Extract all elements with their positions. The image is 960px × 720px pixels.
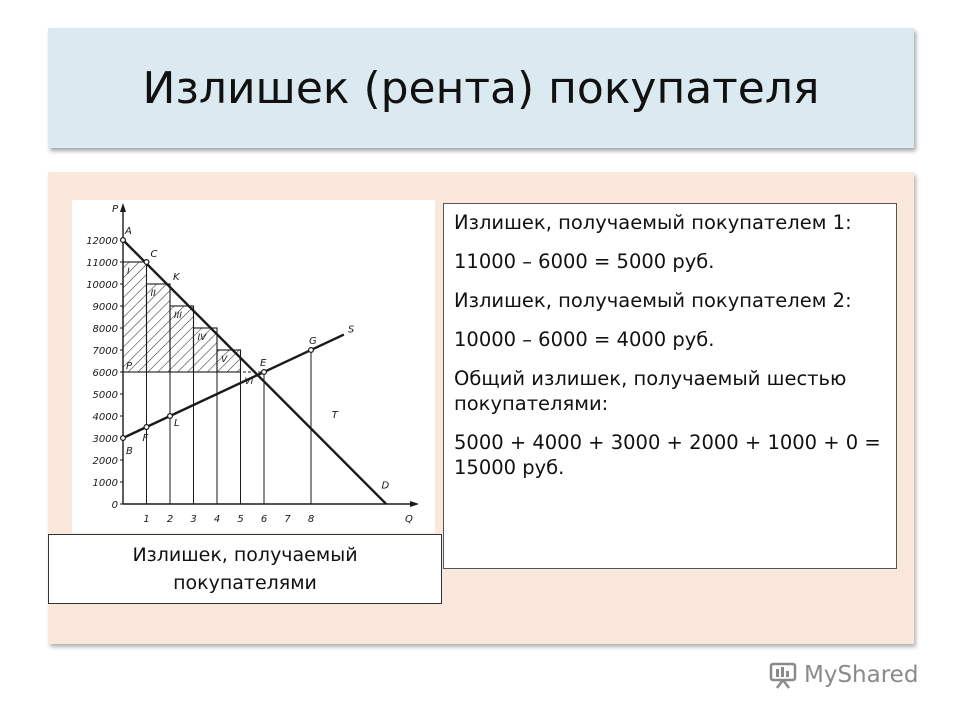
- x-axis-arrow: [410, 501, 419, 507]
- surplus-area-label: I: [127, 267, 130, 277]
- point-label-d: D: [381, 480, 390, 492]
- point-label-a: A: [125, 226, 132, 237]
- watermark[interactable]: [768, 655, 918, 695]
- y-tick-label: 7000: [92, 346, 118, 357]
- surplus-area: [123, 262, 147, 372]
- point-label-k: K: [173, 272, 180, 283]
- y-tick-label: 9000: [92, 302, 118, 313]
- x-tick-label: 2: [166, 514, 174, 525]
- y-axis-arrow: [120, 203, 126, 212]
- x-axis-label: Q: [405, 514, 413, 525]
- data-point: [121, 436, 126, 441]
- myshared-logo-icon: [768, 660, 798, 690]
- x-tick-label: 5: [237, 514, 244, 525]
- point-label-f: F: [142, 433, 149, 444]
- x-tick-label: 6: [260, 514, 268, 525]
- x-tick-label: 3: [190, 514, 197, 525]
- point-label-s: S: [347, 324, 355, 336]
- y-tick-label: 6000: [92, 368, 118, 379]
- explanation-box: [443, 203, 897, 569]
- y-tick-label: 1000: [92, 478, 118, 489]
- watermark-text: MyShared: [804, 662, 919, 688]
- surplus-chart: [72, 200, 435, 533]
- surplus-areas: [123, 262, 254, 387]
- y-tick-label: 3000: [92, 434, 118, 445]
- data-point: [144, 260, 149, 265]
- x-tick-label: 8: [307, 514, 315, 525]
- text-line: 5000 + 4000 + 3000 + 2000 + 1000 + 0 = 15000 руб.: [454, 431, 881, 479]
- data-point: [168, 414, 173, 419]
- surplus-area-label: IV: [197, 333, 207, 343]
- x-tick-label: 7: [284, 514, 291, 525]
- y-tick-label: 4000: [92, 412, 118, 423]
- data-point: [309, 348, 314, 353]
- y-axis-label: P: [112, 204, 119, 215]
- page-title: Излишек (рента) покупателя: [142, 62, 820, 114]
- text-line: Общий излишек, получаемый шестью покупателями:: [454, 367, 847, 415]
- surplus-area-label: V: [221, 355, 228, 365]
- point-label-l: L: [174, 418, 180, 429]
- x-tick-label: 4: [213, 514, 221, 525]
- surplus-area-label: VI: [244, 377, 254, 387]
- text-line: Излишек, получаемый покупателем 2:: [454, 289, 852, 312]
- x-tick-label: 1: [143, 514, 150, 525]
- data-point: [262, 370, 267, 375]
- caption-box: [48, 534, 442, 604]
- text-line: 11000 – 6000 = 5000 руб.: [454, 250, 715, 273]
- caption-line-2: покупателями: [173, 572, 317, 594]
- y-tick-label: 10000: [86, 280, 118, 291]
- y-tick-label: 8000: [92, 324, 118, 335]
- y-tick-label: 11000: [86, 258, 118, 269]
- title-banner: [48, 28, 914, 148]
- text-line: 10000 – 6000 = 4000 руб.: [454, 328, 715, 351]
- y-tick-label: 2000: [92, 456, 118, 467]
- surplus-area-label: III: [174, 311, 182, 321]
- point-label-t: T: [331, 410, 338, 422]
- point-label-b: B: [126, 446, 133, 457]
- point-label-e: E: [260, 358, 267, 369]
- surplus-area-label: II: [150, 289, 156, 299]
- data-point: [144, 425, 149, 430]
- point-label-c: C: [150, 249, 158, 260]
- y-tick-label: 12000: [86, 236, 118, 247]
- y-tick-label: 5000: [92, 390, 118, 401]
- text-line: Излишек, получаемый покупателем 1:: [454, 211, 852, 234]
- price-label: P: [126, 361, 133, 372]
- caption-line-1: Излишек, получаемый: [132, 544, 358, 566]
- point-label-g: G: [309, 336, 317, 347]
- y-tick-label: 0: [111, 500, 118, 511]
- data-point: [121, 238, 126, 243]
- chart-panel: [72, 200, 435, 533]
